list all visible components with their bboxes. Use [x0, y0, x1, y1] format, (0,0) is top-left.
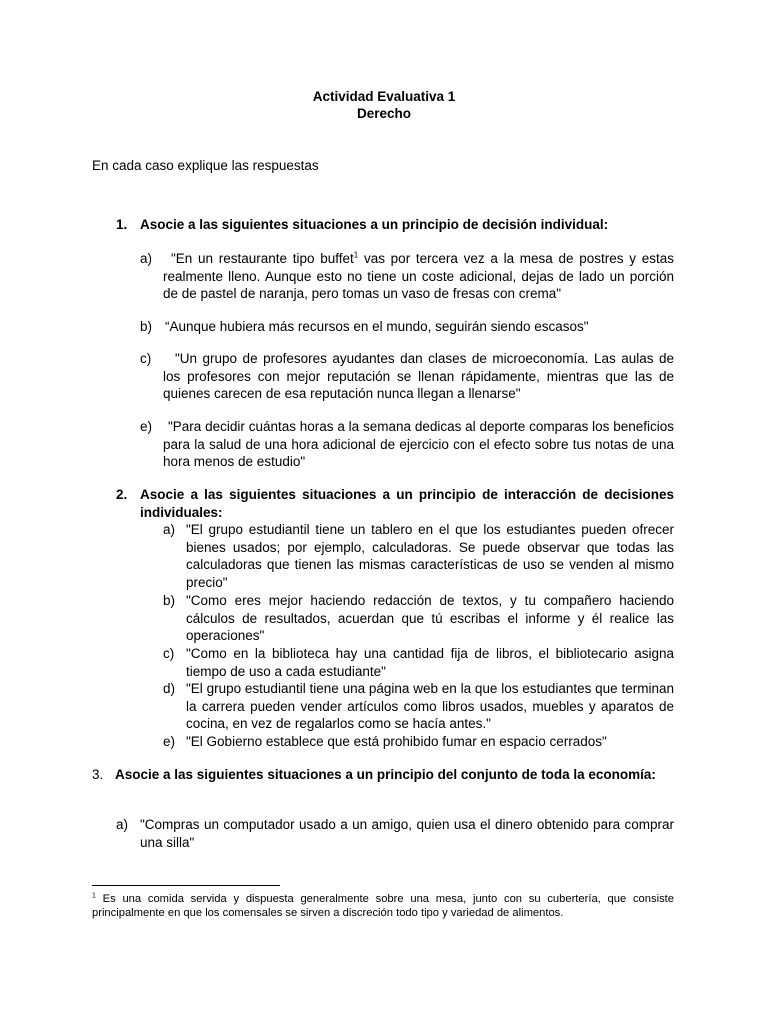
q1-item-a-label: a) [140, 251, 153, 266]
question-2-heading: Asocie a las siguientes situaciones a un principio de interacción de decisiones individuales: [140, 487, 674, 520]
q2-item-a-label: a) [163, 522, 176, 537]
question-3-number: 3. [92, 767, 104, 782]
q1-item-a-text-pre: "En un restaurante tipo buffet [171, 251, 354, 266]
q2-item-e-text: "El Gobierno establece que está prohibido fumar en espacio cerrados" [186, 734, 607, 749]
q1-item-a-text [163, 250, 674, 303]
question-3-heading: Asocie a las siguientes situaciones a un principio del conjunto de toda la economía: [115, 767, 656, 782]
footnote-separator [92, 885, 280, 886]
q2-item-e-label: e) [163, 734, 176, 749]
q3-item-a-text: "Compras un computador usado a un amigo, quien usa el dinero obtenido para comprar una silla" [140, 817, 674, 850]
q1-item-e-text: "Para decidir cuántas horas a la semana dedicas al deporte comparas los beneficios para la salud de una hora adicional de ejercicio con el efecto sobre tus notas de una hora menos de estudio" [163, 419, 674, 470]
q2-item-b-text: "Como eres mejor haciendo redacción de textos, y tu compañero haciendo cálculos de resultados, acuerdan que tú escribas el informe y él realice las operaciones" [186, 593, 674, 644]
q1-item-a-text-post: vas por tercera vez a la mesa de postres y estas realmente lleno. Aunque esto no tiene un coste adicional, dejas de lado un porción de de pastel de naranja, pero tomas un vaso de fresas con crema" [163, 251, 674, 302]
footnote [92, 892, 674, 920]
question-2-number: 2. [116, 487, 128, 502]
q2-item-c-text: "Como en la biblioteca hay una cantidad fija de libros, el bibliotecario asigna tiempo de uso a cada estudiante" [186, 646, 674, 679]
q1-item-e-label: e) [140, 419, 153, 434]
footnote-ref-1: 1 [353, 250, 359, 260]
intro-text: En cada caso explique las respuestas [92, 158, 319, 173]
q2-item-b-label: b) [163, 593, 176, 608]
q2-item-c-label: c) [163, 646, 175, 661]
document-title: Actividad Evaluativa 1 [312, 89, 456, 104]
question-1-number: 1. [116, 217, 128, 232]
document-subtitle: Derecho [356, 106, 412, 121]
q1-item-c-label: c) [140, 351, 152, 366]
q2-item-d-label: d) [163, 681, 176, 696]
question-1-heading: Asocie a las siguientes situaciones a un principio de decisión individual: [140, 217, 609, 232]
footnote-text: Es una comida servida y dispuesta generalmente sobre una mesa, junto con su cubertería, que consiste principalmente en que los comensales se sirven a discreción todo tipo y variedad de alimentos. [92, 893, 674, 919]
q2-item-a-text: "El grupo estudiantil tiene un tablero en el que los estudiantes pueden ofrecer bienes usados; por ejemplo, calculadoras. Se puede observar que todas las calculadoras que tienen las mismas características de uso se venden al mismo precio" [186, 522, 674, 590]
q1-item-c-text: "Un grupo de profesores ayudantes dan clases de microeconomía. Las aulas de los profesores con mejor reputación se llenan rápidamente, mientras que las de quienes carecen de esa reputación nunca llegan a llenarse" [163, 351, 674, 402]
q3-item-a-label: a) [116, 817, 129, 832]
q1-item-b-label: b) [140, 319, 153, 334]
q2-item-d-text: "El grupo estudiantil tiene una página web en la que los estudiantes que terminan la carrera pueden vender artículos como libros usados, muebles y aparatos de cocina, en vez de regalarlos como se hacía antes." [186, 681, 674, 732]
q1-item-b-text: “Aunque hubiera más recursos en el mundo, seguirán siendo escasos" [165, 319, 589, 334]
footnote-mark: 1 [92, 892, 96, 900]
